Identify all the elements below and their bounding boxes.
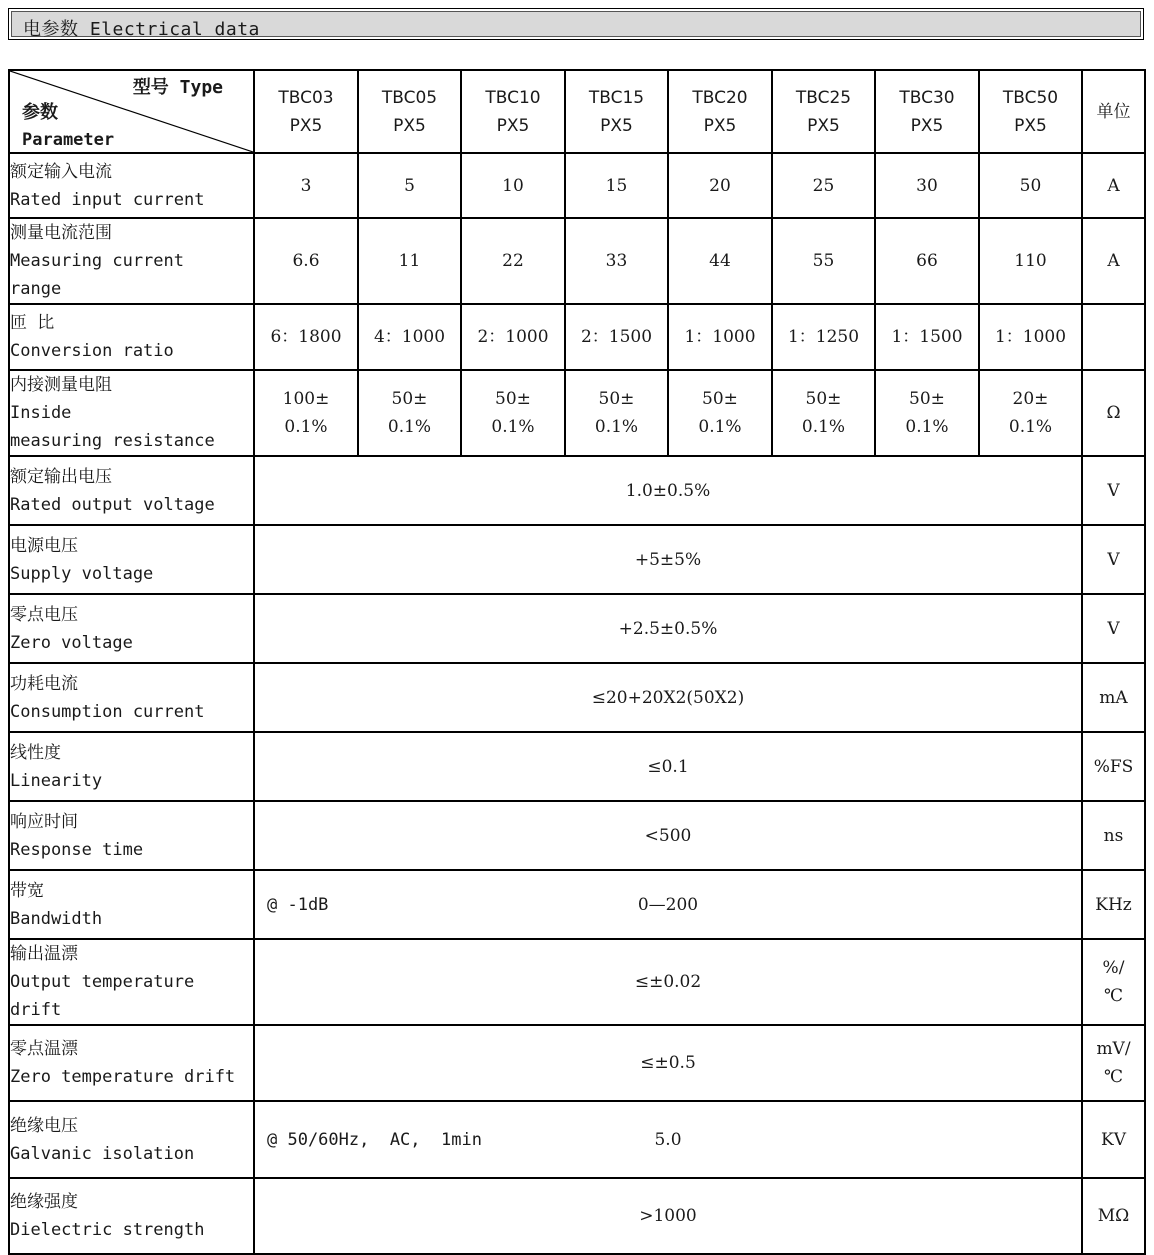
parameter-name-en: Rated output voltage (10, 494, 215, 515)
shared-value: <500 (644, 825, 692, 846)
value-cell: 4：1000 (358, 304, 461, 370)
shared-value-cell (254, 801, 1082, 870)
test-condition: @ -1dB (267, 894, 329, 915)
value-cell: 1：1000 (979, 304, 1082, 370)
table-row (9, 594, 1145, 663)
value-cell: 66 (875, 218, 979, 304)
parameter-name-cell (9, 370, 254, 456)
unit-line: ℃ (1103, 1067, 1124, 1087)
parameter-name-en: Response time (10, 839, 144, 860)
model-header: TBC03 PX5 (254, 70, 358, 153)
parameter-name-en: Linearity (10, 770, 103, 791)
parameter-name-en: Conversion ratio (10, 341, 174, 361)
parameter-name-en: drift (10, 1000, 62, 1020)
parameter-name-en: measuring resistance (10, 431, 215, 451)
shared-value-cell (254, 870, 1082, 939)
table-row (9, 370, 1145, 456)
value-cell: 10 (461, 153, 565, 218)
table-row (9, 1178, 1145, 1254)
type-label: 型号 Type (132, 77, 223, 98)
parameter-name-cell (9, 525, 254, 594)
parameter-name-cn: 功耗电流 (10, 673, 78, 694)
value-cell (254, 370, 358, 456)
value-line: 0.1% (905, 417, 949, 437)
parameter-name-cn: 输出温漂 (10, 944, 78, 964)
parameter-name-cn: 零点电压 (10, 604, 78, 625)
unit-cell: A (1082, 218, 1145, 304)
unit-cell (1082, 304, 1145, 370)
unit-cell: KHz (1082, 870, 1145, 939)
shared-value-cell (254, 525, 1082, 594)
parameter-name-cell (9, 939, 254, 1025)
unit-cell: A (1082, 153, 1145, 218)
value-line: 50± (702, 389, 738, 409)
parameter-name-cell (9, 870, 254, 939)
value-cell: 25 (772, 153, 875, 218)
shared-value-cell (254, 456, 1082, 525)
parameter-name-en: Rated input current (10, 189, 205, 210)
table-row (9, 304, 1145, 370)
shared-value-cell (254, 939, 1082, 1025)
parameter-name-cell (9, 732, 254, 801)
unit-cell: V (1082, 594, 1145, 663)
shared-value: ≤0.1 (647, 756, 689, 777)
value-cell: 6.6 (254, 218, 358, 304)
table-row (9, 1101, 1145, 1178)
table-row (9, 456, 1145, 525)
shared-value-cell (254, 663, 1082, 732)
shared-value: 1.0±0.5% (625, 480, 711, 501)
section-header-bar (8, 8, 1144, 40)
parameter-name-cell (9, 218, 254, 304)
unit-cell: ns (1082, 801, 1145, 870)
shared-value-cell (254, 732, 1082, 801)
model-header: TBC15 PX5 (565, 70, 668, 153)
table-row (9, 153, 1145, 218)
parameter-name-en: Zero temperature drift (10, 1067, 236, 1087)
parameter-name-cell (9, 1101, 254, 1178)
parameter-name-cell (9, 594, 254, 663)
model-header: TBC25 PX5 (772, 70, 875, 153)
model-header: TBC50 PX5 (979, 70, 1082, 153)
value-cell: 30 (875, 153, 979, 218)
unit-cell: %FS (1082, 732, 1145, 801)
section-title: 电参数 Electrical data (23, 19, 260, 40)
unit-cell: Ω (1082, 370, 1145, 456)
value-cell (358, 370, 461, 456)
value-cell: 110 (979, 218, 1082, 304)
parameter-name-cell (9, 456, 254, 525)
value-cell: 1：1500 (875, 304, 979, 370)
unit-cell: KV (1082, 1101, 1145, 1178)
unit-cell: mA (1082, 663, 1145, 732)
value-cell (772, 370, 875, 456)
parameter-name-cn: 带宽 (10, 880, 44, 901)
unit-cell: V (1082, 456, 1145, 525)
value-cell (461, 370, 565, 456)
parameter-name-en: Inside (10, 403, 72, 423)
parameter-name-en: Output temperature (10, 972, 195, 992)
parameter-name-en: Zero voltage (10, 632, 133, 653)
value-cell: 5 (358, 153, 461, 218)
table-row (9, 870, 1145, 939)
value-cell: 2：1500 (565, 304, 668, 370)
unit-cell: V (1082, 525, 1145, 594)
electrical-data-table (8, 69, 1146, 1255)
value-cell: 1：1000 (668, 304, 772, 370)
shared-value: ≤±0.5 (640, 1053, 696, 1073)
value-line: 50± (495, 389, 531, 409)
table-row (9, 218, 1145, 304)
parameter-name-cn: 额定输入电流 (10, 161, 112, 182)
value-cell: 2：1000 (461, 304, 565, 370)
parameter-name-cn: 响应时间 (10, 811, 78, 832)
parameter-name-cn: 绝缘电压 (10, 1115, 78, 1136)
value-line: 0.1% (698, 417, 742, 437)
header-row (9, 70, 1145, 153)
parameter-name-en: Dielectric strength (10, 1220, 205, 1240)
parameter-name-cell (9, 1025, 254, 1101)
table-row (9, 939, 1145, 1025)
shared-value-cell (254, 1025, 1082, 1101)
value-line: 0.1% (594, 417, 639, 437)
parameter-name-cn: 额定输出电压 (10, 466, 112, 487)
value-cell: 15 (565, 153, 668, 218)
value-line: 50± (391, 389, 428, 409)
diagonal-header-cell (9, 70, 254, 153)
parameter-name-cell (9, 663, 254, 732)
unit-cell: MΩ (1082, 1178, 1145, 1254)
parameter-name-en: Galvanic isolation (10, 1143, 195, 1164)
parameter-name-cell (9, 1178, 254, 1254)
model-header: TBC10 PX5 (461, 70, 565, 153)
shared-value: +2.5±0.5% (618, 618, 718, 639)
parameter-name-cell (9, 304, 254, 370)
table-row (9, 801, 1145, 870)
value-line: 0.1% (491, 417, 535, 437)
value-line: 0.1% (387, 417, 432, 437)
parameter-name-en: Consumption current (10, 701, 205, 722)
value-cell: 44 (668, 218, 772, 304)
shared-value-cell (254, 1101, 1082, 1178)
value-cell: 20 (668, 153, 772, 218)
value-cell (979, 370, 1082, 456)
unit-cell (1082, 939, 1145, 1025)
parameter-name-en: Measuring current (10, 251, 184, 271)
shared-value: 0—200 (637, 894, 699, 915)
value-line: 100± (282, 389, 330, 409)
parameter-name-en: Supply voltage (10, 563, 154, 584)
parameter-name-cn: 零点温漂 (10, 1039, 78, 1059)
value-cell (668, 370, 772, 456)
shared-value: +5±5% (634, 549, 702, 570)
model-header: TBC30 PX5 (875, 70, 979, 153)
model-header: TBC05 PX5 (358, 70, 461, 153)
value-line: 0.1% (1008, 417, 1053, 437)
value-line: 50± (805, 389, 842, 409)
parameter-name-cn: 电源电压 (10, 535, 78, 556)
parameter-name-cn: 测量电流范围 (10, 223, 112, 243)
shared-value: 5.0 (654, 1129, 682, 1150)
unit-line: %/ (1102, 958, 1125, 978)
parameter-name-en: Bandwidth (10, 908, 103, 929)
table-row (9, 663, 1145, 732)
value-cell: 22 (461, 218, 565, 304)
value-cell (875, 370, 979, 456)
value-line: 50± (598, 389, 635, 409)
table-row (9, 1025, 1145, 1101)
parameter-name-cn: 内接测量电阻 (10, 375, 112, 395)
value-cell (565, 370, 668, 456)
value-cell: 6：1800 (254, 304, 358, 370)
unit-header: 单位 (1082, 70, 1145, 153)
shared-value: ≤±0.02 (634, 972, 702, 992)
shared-value: ≤20+20X2(50X2) (591, 687, 745, 708)
parameter-name-cn: 绝缘强度 (10, 1192, 78, 1212)
value-cell: 55 (772, 218, 875, 304)
value-cell: 11 (358, 218, 461, 304)
value-cell: 3 (254, 153, 358, 218)
value-cell: 33 (565, 218, 668, 304)
value-cell: 1：1250 (772, 304, 875, 370)
value-line: 0.1% (801, 417, 846, 437)
unit-cell (1082, 1025, 1145, 1101)
value-cell: 50 (979, 153, 1082, 218)
value-line: 0.1% (284, 417, 328, 437)
table-row (9, 525, 1145, 594)
parameter-label-en: Parameter (22, 130, 115, 150)
unit-line: mV/ (1096, 1039, 1131, 1059)
shared-value-cell (254, 594, 1082, 663)
parameter-name-en: range (10, 279, 62, 299)
value-line: 50± (909, 389, 945, 409)
parameter-name-cell (9, 153, 254, 218)
shared-value-cell (254, 1178, 1082, 1254)
parameter-name-cell (9, 801, 254, 870)
parameter-name-cn: 线性度 (10, 742, 61, 763)
shared-value: >1000 (639, 1206, 697, 1226)
unit-line: ℃ (1103, 986, 1124, 1006)
test-condition: @ 50/60Hz, AC, 1min (267, 1129, 482, 1150)
table-row (9, 732, 1145, 801)
parameter-label-cn: 参数 (22, 102, 58, 123)
model-header: TBC20 PX5 (668, 70, 772, 153)
parameter-name-cn: 匝 比 (10, 313, 55, 333)
value-line: 20± (1012, 389, 1049, 409)
